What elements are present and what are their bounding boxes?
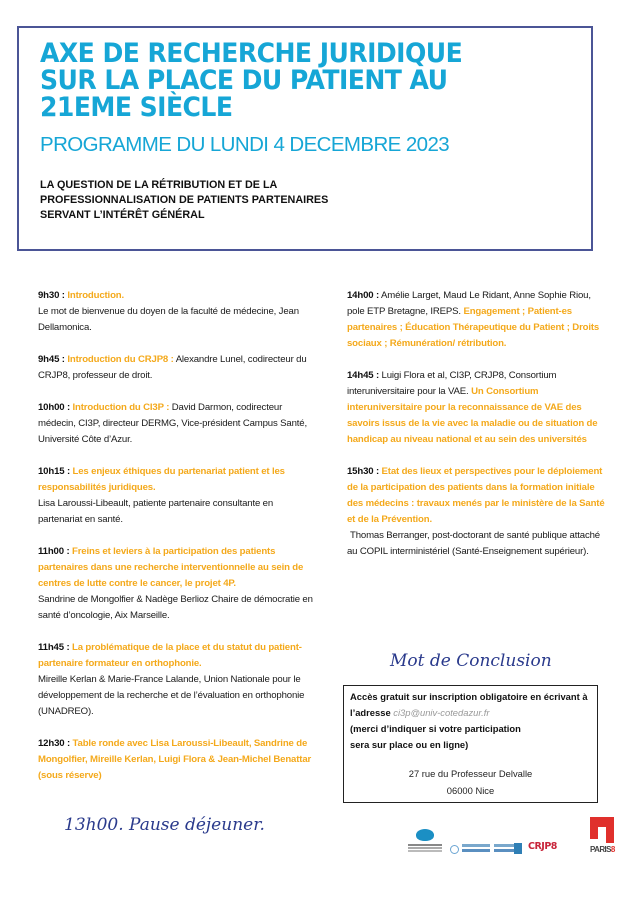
wave-icon [416, 829, 434, 841]
item-speakers: Lisa Laroussi-Libeault, patiente partenaire consultante en partenariat en santé. [38, 498, 274, 525]
program-item [38, 464, 318, 528]
item-speakers: Amélie Larget, Maud Le Ridant, Anne Sophie Riou, pole ETP Bretagne, IREPS. [347, 290, 591, 317]
item-title: Un Consortium interuniversitaire pour la reconnaissance de VAE des savoirs issus de la vie avec la maladie ou de situation de handicap au niveau national et au sein des universités [347, 386, 598, 445]
theme-line: PROFESSIONNALISATION DE PATIENTS PARTENAIRES [40, 194, 329, 206]
item-time: 15h30 : [347, 466, 380, 477]
program-item [38, 400, 318, 448]
universite-cote-azur-logo [450, 843, 522, 857]
item-title: La problématique de la place et du statut du patient-partenaire formateur en orthophonie. [38, 642, 302, 669]
program-item [347, 464, 605, 560]
item-time: 9h45 : [38, 354, 65, 365]
logo-bar [598, 817, 606, 827]
item-title: Freins et leviers à la participation des patients partenaires dans une recherche interventionnelle au sein de centres de lutte contre le cancer, le projet 4P. [38, 546, 304, 589]
theme-line: LA QUESTION DE LA RÉTRIBUTION ET DE LA [40, 179, 278, 191]
item-speakers: Le mot de bienvenue du doyen de la faculté de médecine, Jean Dellamonica. [38, 306, 299, 333]
title-line: 21EME SIÈCLE [40, 92, 233, 123]
registration-note: sera sur place ou en ligne) [350, 739, 469, 750]
item-speakers: Luigi Flora et al, CI3P, CRJP8, Consortium interuniversitaire pour la VAE. [347, 370, 557, 397]
item-time: 14h00 : [347, 290, 380, 301]
paris8-logo [590, 817, 614, 861]
registration-box [343, 685, 598, 803]
ecole-logo [406, 829, 444, 855]
item-time: 11h45 : [38, 642, 70, 653]
item-title: Introduction du CRJP8 : [67, 354, 174, 365]
lunch-break: 13h00. Pause déjeuner. [64, 815, 265, 835]
event-title [40, 40, 552, 121]
program-item [38, 640, 318, 720]
item-title: Table ronde avec Lisa Laroussi-Libeault, Sandrine de Mongolfier, Mireille Kerlan, Luigi Flora & Jean-Michel Benattar (sous réserve) [38, 738, 312, 781]
item-title: Les enjeux éthiques du partenariat patient et les responsabilités juridiques. [38, 466, 285, 493]
item-time: 10h15 : [38, 466, 71, 477]
program-item [38, 288, 318, 336]
title-line: AXE DE RECHERCHE JURIDIQUE [40, 38, 463, 69]
program-item [38, 736, 318, 784]
partner-logos [400, 815, 625, 875]
crjp8-logo: CRJP8 [528, 841, 557, 852]
program-item [347, 368, 605, 448]
venue-street: 27 rue du Professeur Delvalle [408, 768, 533, 779]
item-time: 12h30 : [38, 738, 71, 749]
registration-prefix: l’adresse [350, 707, 391, 718]
program-item [347, 288, 605, 352]
conclusion-heading: Mot de Conclusion [390, 651, 552, 671]
title-line: SUR LA PLACE DU PATIENT AU [40, 65, 448, 96]
program-item [38, 352, 318, 384]
theme-line: SERVANT L’INTÉRÊT GÉNÉRAL [40, 209, 205, 221]
item-title: Etat des lieux et perspectives pour le déploiement de la participation des patients dans la formation initiale des médecins : travaux menés par le ministère de la Santé et de la Prévention. [347, 466, 605, 525]
header-frame [17, 26, 593, 251]
item-title: Introduction. [67, 290, 125, 301]
logo-text-lines [494, 844, 514, 847]
contact-email-link[interactable]: ci3p@univ-cotedazur.fr [393, 707, 490, 718]
item-speakers: David Darmon, codirecteur médecin, CI3P, directeur DERMG, Vice-président Campus Santé, Université Côte d’Azur. [38, 402, 307, 445]
logo-bar [606, 817, 614, 843]
item-title: Engagement ; Patient-es partenaires ; Éducation Thérapeutique du Patient ; Droits sociaux ; Rémunération/ rétribution. [347, 306, 600, 349]
venue-city: 06000 Nice [446, 785, 495, 796]
event-theme [40, 178, 560, 223]
item-speakers: Thomas Berranger, post-doctorant de santé publique attaché au COPIL interministériel (Santé-Enseignement supérieur). [347, 530, 600, 557]
registration-note: (merci d’indiquer si votre participation [350, 723, 521, 734]
program-right-column [347, 288, 605, 576]
item-speakers: Mireille Kerlan & Marie-France Lalande, Union Nationale pour le développement de la recherche et de l’évaluation en orthophonie (UNADREO). [38, 674, 305, 717]
item-speakers: Alexandre Lunel, codirecteur du CRJP8, professeur de droit. [38, 354, 307, 381]
item-time: 9h30 : [38, 290, 65, 301]
item-title: Introduction du CI3P : [72, 402, 170, 413]
uca-emblem-icon [450, 845, 459, 854]
logo-text-lines [408, 844, 442, 846]
item-time: 14h45 : [347, 370, 380, 381]
registration-text: Accès gratuit sur inscription obligatoire en écrivant à [350, 691, 588, 702]
program-date: PROGRAMME DU LUNDI 4 DECEMBRE 2023 [40, 133, 450, 156]
program-item [38, 544, 318, 624]
paris8-prefix: PARIS [590, 845, 611, 854]
paris8-label [590, 845, 615, 854]
item-time: 10h00 : [38, 402, 71, 413]
venue-address [350, 765, 591, 799]
logo-text-lines [462, 844, 490, 847]
item-time: 11h00 : [38, 546, 70, 557]
logo-bar [590, 817, 598, 839]
program-left-column [38, 288, 318, 800]
paris8-suffix: 8 [610, 845, 615, 854]
item-speakers: Sandrine de Mongolfier & Nadège Berlioz Chaire de démocratie en santé d’oncologie, Aix Marseille. [38, 594, 313, 621]
faculte-medecine-icon [514, 843, 522, 854]
registration-address-line [350, 705, 591, 721]
